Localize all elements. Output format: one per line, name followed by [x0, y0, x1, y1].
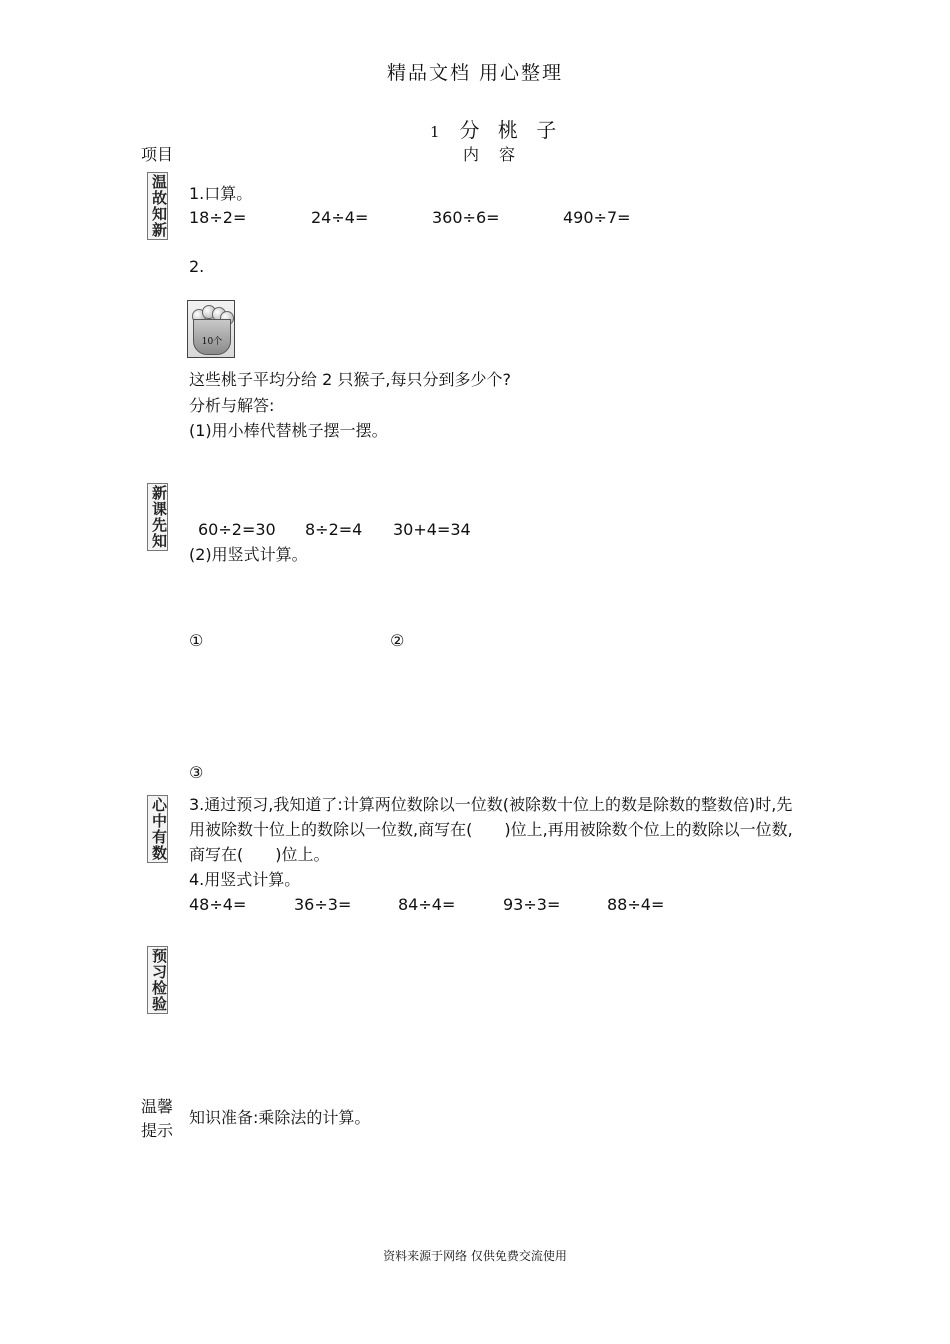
basket-count-label: 10个 [201, 337, 223, 347]
section-label-new-lesson: 新课先知 [147, 483, 168, 551]
equation: 8÷2=4 [305, 520, 363, 539]
new-lesson-question: 这些桃子平均分给 2 只猴子,每只分到多少个? [189, 370, 511, 389]
peach-basket-image [187, 300, 235, 358]
lesson-title-text: 分 桃 子 [459, 118, 563, 142]
lesson-title [430, 118, 562, 142]
column-header-content: 内容 [463, 145, 536, 164]
section-label-tip: 温馨提示 [141, 1097, 174, 1140]
basket-icon [193, 319, 231, 355]
tip-text: 知识准备:乘除法的计算。 [189, 1108, 371, 1127]
column-header-project: 项目 [141, 145, 174, 164]
q2-title: 2. [189, 257, 205, 276]
q1-item: 24÷4= [311, 208, 369, 227]
equation: 60÷2=30 [198, 520, 276, 539]
q4-title: 4.用竖式计算。 [189, 870, 301, 889]
q1-title: 1.口算。 [189, 184, 253, 203]
lesson-number: 1 [430, 123, 446, 141]
q4-item: 93÷3= [503, 895, 561, 914]
vertical-calc-marker: ② [390, 631, 405, 650]
section-label-review: 温故知新 [147, 172, 168, 240]
section-label-check: 预习检验 [147, 946, 168, 1014]
q4-item: 48÷4= [189, 895, 247, 914]
q1-item: 490÷7= [563, 208, 631, 227]
summary-text: 3.通过预习,我知道了:计算两位数除以一位数(被除数十位上的数是除数的整数倍)时,先用被除数十位上的数除以一位数,商写在( )位上,再用被除数个位上的数除以一位数,商写在( )位上。 [189, 795, 793, 864]
document-banner: 精品文档 用心整理 [386, 62, 564, 84]
q4-item: 84÷4= [398, 895, 456, 914]
section-label-summary: 心中有数 [147, 795, 168, 863]
step-1: (1)用小棒代替桃子摆一摆。 [189, 421, 388, 440]
q4-item: 88÷4= [607, 895, 665, 914]
q1-item: 18÷2= [189, 208, 247, 227]
vertical-calc-marker: ① [189, 631, 204, 650]
q4-item: 36÷3= [294, 895, 352, 914]
analysis-heading: 分析与解答: [189, 396, 275, 415]
step-2: (2)用竖式计算。 [189, 545, 308, 564]
q1-item: 360÷6= [432, 208, 500, 227]
equation: 30+4=34 [393, 520, 471, 539]
document-footer: 资料来源于网络 仅供免费交流使用 [383, 1249, 567, 1263]
vertical-calc-marker: ③ [189, 763, 204, 782]
